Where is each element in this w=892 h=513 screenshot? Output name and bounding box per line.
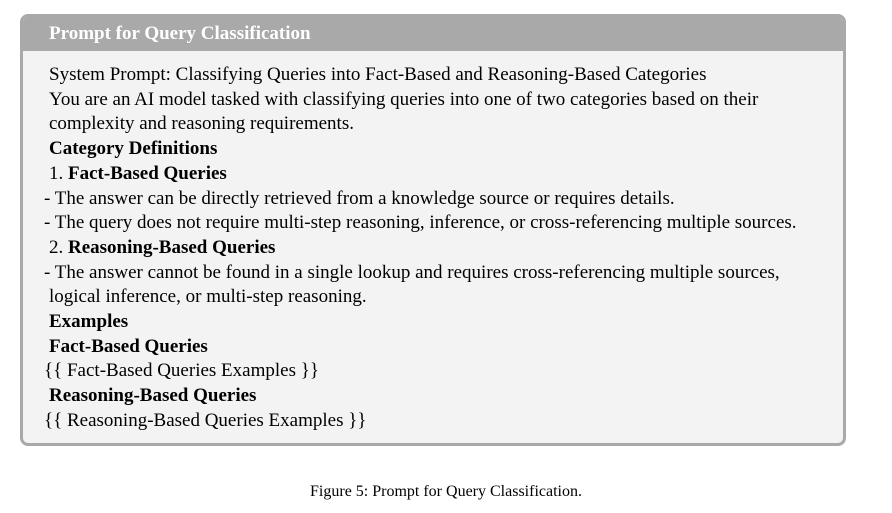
- reasoning-examples-placeholder: {{ Reasoning-Based Queries Examples }}: [44, 409, 367, 431]
- category-1-number: 1.: [49, 162, 64, 184]
- category-1-heading: [49, 162, 825, 187]
- prompt-box: [20, 14, 846, 446]
- figure-caption: Figure 5: Prompt for Query Classification.: [310, 483, 582, 500]
- category-definitions-heading: Category Definitions: [49, 138, 218, 160]
- category-2-bullet-1-line-2: logical inference, or multi-step reasoning.: [49, 286, 367, 308]
- prompt-box-title: Prompt for Query Classification: [23, 17, 843, 51]
- category-1-title: Fact-Based Queries: [68, 162, 227, 184]
- prompt-box-body: [23, 51, 843, 434]
- intro-line-1: You are an AI model tasked with classifying queries into one of two categories based on their: [49, 88, 759, 110]
- category-1-bullet-2: - The query does not require multi-step reasoning, inference, or cross-referencing multiple sources.: [44, 212, 797, 234]
- category-2-heading: [49, 236, 825, 261]
- examples-heading: Examples: [49, 311, 129, 333]
- category-1-bullet-1: - The answer can be directly retrieved from a knowledge source or requires details.: [44, 187, 675, 209]
- reasoning-examples-heading: Reasoning-Based Queries: [49, 385, 257, 407]
- category-2-number: 2.: [49, 236, 64, 258]
- system-prompt-line: System Prompt: Classifying Queries into Fact-Based and Reasoning-Based Categories: [49, 64, 707, 85]
- fact-examples-heading: Fact-Based Queries: [49, 335, 208, 357]
- intro-line-2: complexity and reasoning requirements.: [49, 113, 354, 135]
- category-2-bullet-1-line-1: - The answer cannot be found in a single lookup and requires cross-referencing multiple sources,: [44, 261, 780, 283]
- fact-examples-placeholder: {{ Fact-Based Queries Examples }}: [44, 360, 319, 382]
- category-2-title: Reasoning-Based Queries: [68, 236, 276, 258]
